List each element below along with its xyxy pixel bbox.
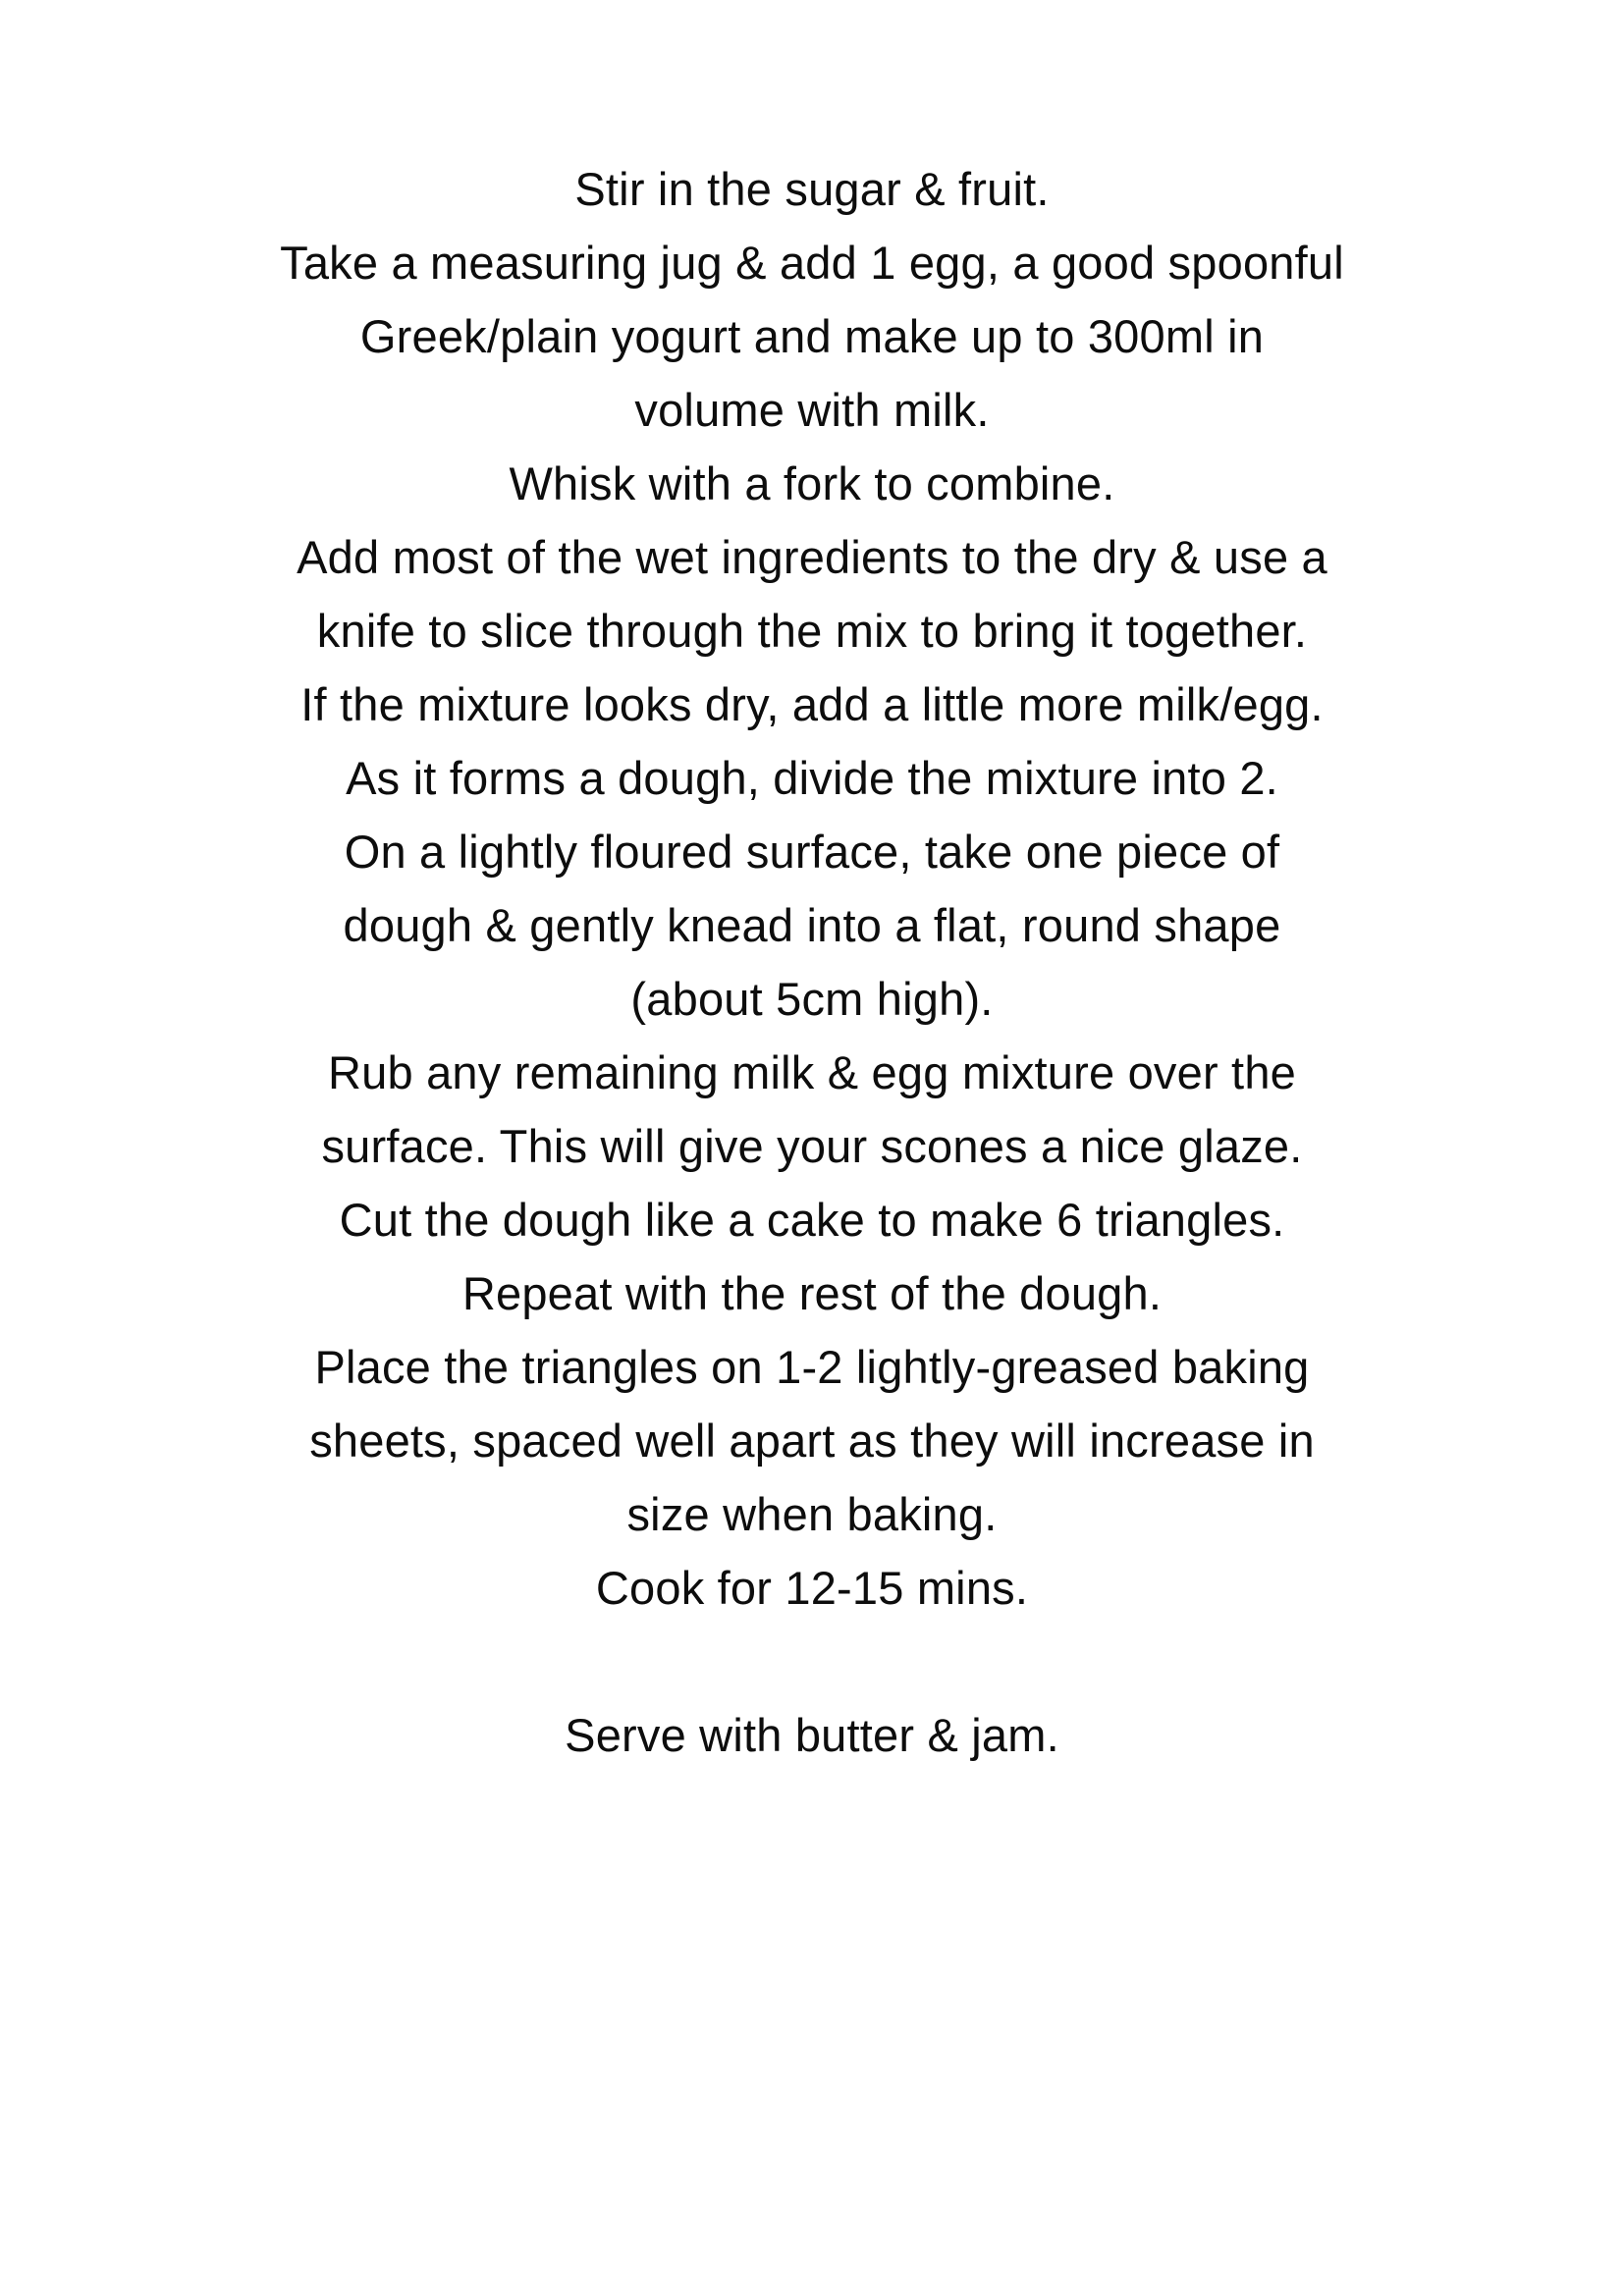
instruction-line: Cook for 12-15 mins. <box>595 1562 1029 1614</box>
instruction-line: On a lightly floured surface, take one piece of <box>344 826 1280 878</box>
instruction-line: dough & gently knead into a flat, round shape <box>343 899 1281 951</box>
spacer-line <box>147 1625 1477 1698</box>
instruction-line: volume with milk. <box>634 384 990 436</box>
instruction-line: Take a measuring jug & add 1 egg, a good spoonful <box>280 237 1344 289</box>
instruction-line: Stir in the sugar & fruit. <box>574 163 1050 215</box>
instruction-line: size when baking. <box>626 1488 998 1540</box>
instruction-line: Greek/plain yogurt and make up to 300ml in <box>359 310 1265 362</box>
instruction-line: sheets, spaced well apart as they will increase in <box>309 1415 1315 1467</box>
instruction-line: Repeat with the rest of the dough. <box>461 1267 1163 1319</box>
instruction-line: (about 5cm high). <box>630 973 994 1025</box>
instruction-line: knife to slice through the mix to bring it together. <box>316 605 1308 657</box>
instruction-line: Add most of the wet ingredients to the dry & use a <box>297 531 1327 583</box>
instruction-line: Whisk with a fork to combine. <box>509 457 1115 509</box>
recipe-instructions-block <box>147 152 1477 1772</box>
instruction-line: Rub any remaining milk & egg mixture over the <box>328 1046 1296 1098</box>
instruction-line: Cut the dough like a cake to make 6 triangles. <box>339 1194 1285 1246</box>
instruction-line: As it forms a dough, divide the mixture into 2. <box>346 752 1278 804</box>
instruction-line: surface. This will give your scones a nice glaze. <box>321 1120 1303 1172</box>
instruction-line: If the mixture looks dry, add a little more milk/egg. <box>300 678 1324 730</box>
instruction-line: Place the triangles on 1-2 lightly-greased baking <box>314 1341 1310 1393</box>
closing-line: Serve with butter & jam. <box>565 1709 1059 1761</box>
